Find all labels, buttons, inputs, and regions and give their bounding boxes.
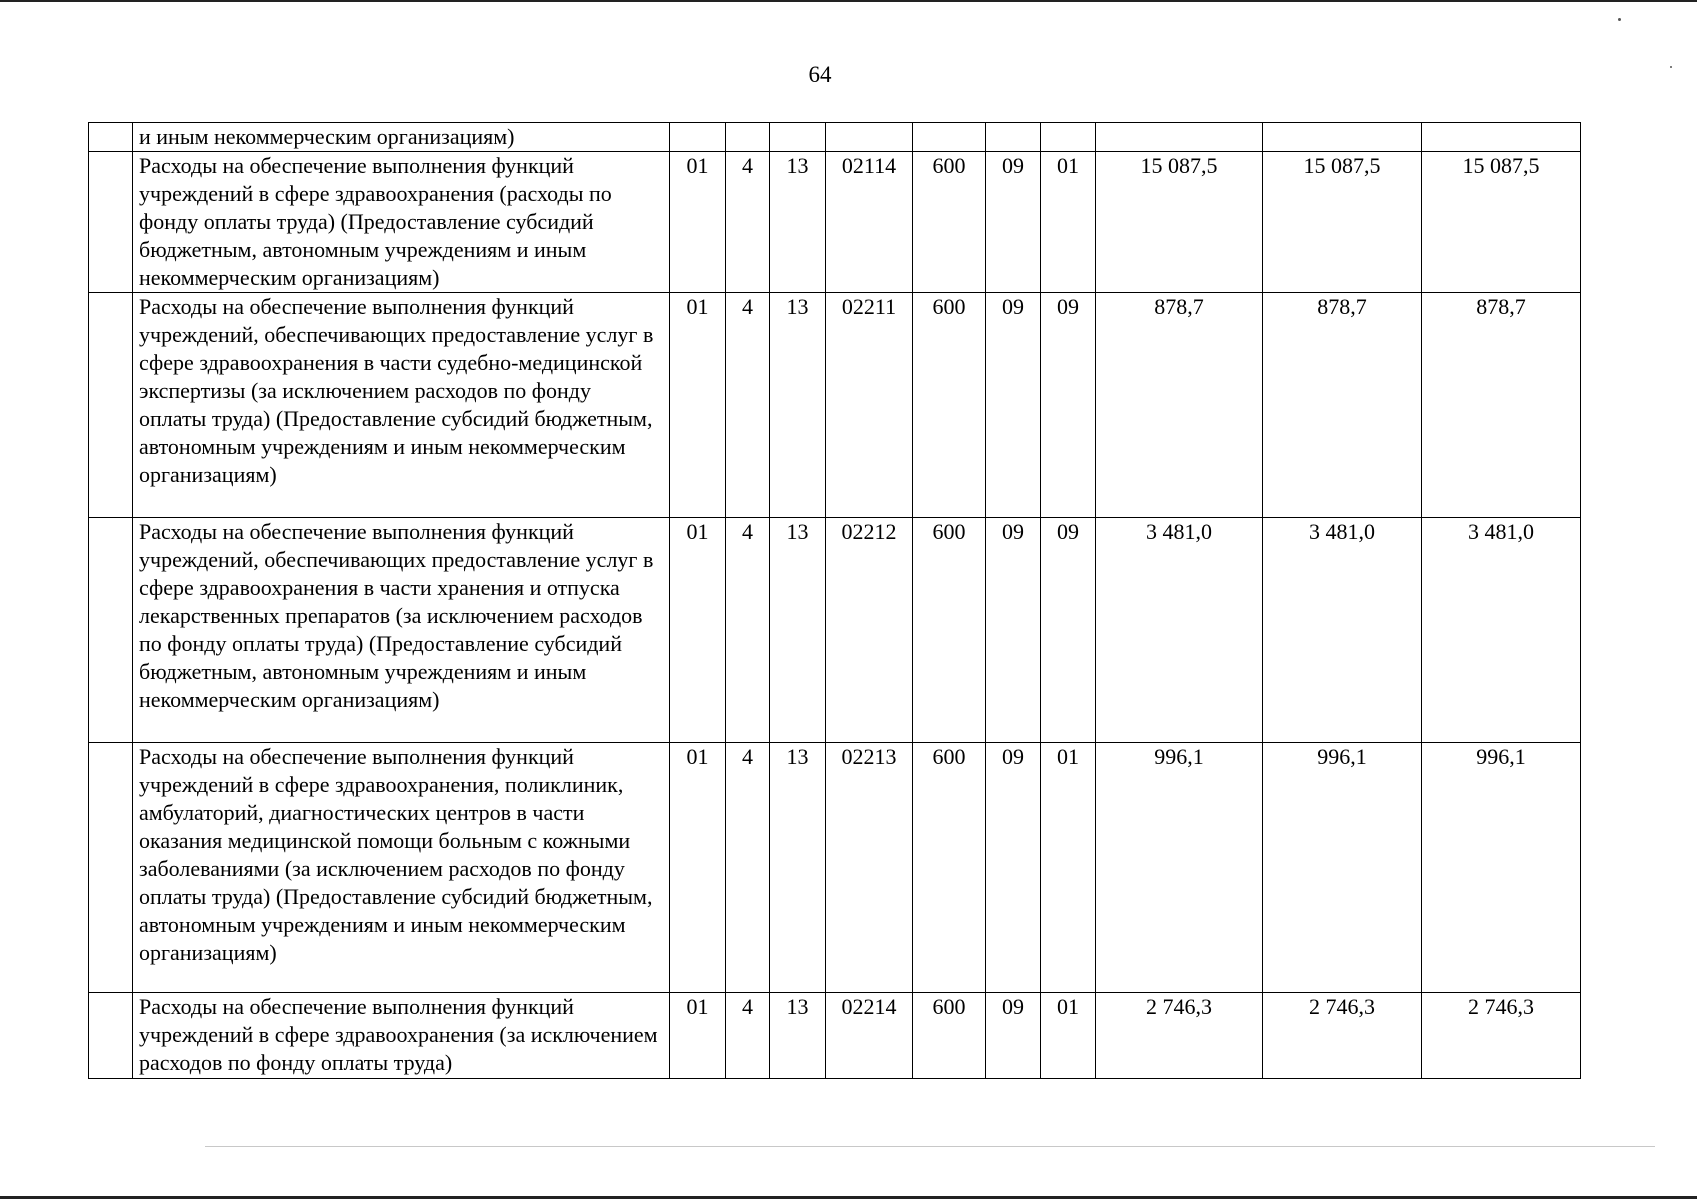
section-code-cell: [726, 123, 770, 152]
target-article-code-cell: 02211: [826, 293, 913, 518]
amount-year-2-cell: 878,7: [1263, 293, 1422, 518]
scan-speck: [1670, 66, 1672, 68]
scan-speck: [1618, 18, 1621, 21]
table-row: [89, 293, 1581, 518]
expense-type-code-cell: 600: [913, 743, 986, 993]
expense-type-code-cell: 600: [913, 152, 986, 293]
section-code2-cell: [986, 123, 1041, 152]
expense-type-code-cell: [913, 123, 986, 152]
chapter-code-cell: 01: [670, 743, 726, 993]
row-number-cell: [89, 743, 133, 993]
table-row: [89, 518, 1581, 743]
chapter-code-cell: 01: [670, 518, 726, 743]
amount-year-2-cell: 15 087,5: [1263, 152, 1422, 293]
subsection-code-cell: 13: [770, 293, 826, 518]
amount-year-1-cell: 878,7: [1096, 293, 1263, 518]
budget-table: [88, 122, 1581, 1079]
table-row: [89, 993, 1581, 1079]
amount-year-1-cell: 2 746,3: [1096, 993, 1263, 1079]
expense-type-code-cell: 600: [913, 293, 986, 518]
row-number-cell: [89, 993, 133, 1079]
subsection-code-cell: 13: [770, 152, 826, 293]
table-row: [89, 743, 1581, 993]
section-code2-cell: 09: [986, 993, 1041, 1079]
amount-year-1-cell: 3 481,0: [1096, 518, 1263, 743]
amount-year-2-cell: 996,1: [1263, 743, 1422, 993]
expense-description-cell: и иным некоммерческим организациям): [133, 123, 670, 152]
amount-year-1-cell: 15 087,5: [1096, 152, 1263, 293]
section-code-cell: 4: [726, 152, 770, 293]
chapter-code-cell: 01: [670, 993, 726, 1079]
section-code2-cell: 09: [986, 743, 1041, 993]
amount-year-1-cell: 996,1: [1096, 743, 1263, 993]
section-code2-cell: 09: [986, 293, 1041, 518]
subsection-code2-cell: 09: [1041, 518, 1096, 743]
subsection-code2-cell: 01: [1041, 152, 1096, 293]
amount-year-2-cell: 3 481,0: [1263, 518, 1422, 743]
target-article-code-cell: 02212: [826, 518, 913, 743]
page-number: 64: [808, 62, 832, 87]
subsection-code-cell: 13: [770, 993, 826, 1079]
target-article-code-cell: 02114: [826, 152, 913, 293]
subsection-code2-cell: 01: [1041, 743, 1096, 993]
amount-year-3-cell: 3 481,0: [1422, 518, 1581, 743]
amount-year-3-cell: 878,7: [1422, 293, 1581, 518]
section-code-cell: 4: [726, 743, 770, 993]
amount-year-3-cell: [1422, 123, 1581, 152]
expense-type-code-cell: 600: [913, 993, 986, 1079]
chapter-code-cell: 01: [670, 152, 726, 293]
expense-description-cell: Расходы на обеспечение выполнения функций учреждений в сфере здравоохранения (за исключением расходов по фонду оплаты труда): [133, 993, 670, 1079]
row-number-cell: [89, 152, 133, 293]
subsection-code-cell: 13: [770, 743, 826, 993]
target-article-code-cell: 02214: [826, 993, 913, 1079]
amount-year-2-cell: [1263, 123, 1422, 152]
subsection-code-cell: 13: [770, 518, 826, 743]
section-code2-cell: 09: [986, 152, 1041, 293]
amount-year-3-cell: 2 746,3: [1422, 993, 1581, 1079]
chapter-code-cell: 01: [670, 293, 726, 518]
row-number-cell: [89, 293, 133, 518]
row-number-cell: [89, 123, 133, 152]
bottom-border-rule: [0, 1196, 1697, 1199]
subsection-code-cell: [770, 123, 826, 152]
amount-year-2-cell: 2 746,3: [1263, 993, 1422, 1079]
subsection-code2-cell: [1041, 123, 1096, 152]
scan-faint-line: [205, 1146, 1655, 1147]
expense-description-cell: Расходы на обеспечение выполнения функций учреждений в сфере здравоохранения (расходы по фонду оплаты труда) (Предоставление субсидий бюджетным, автономным учреждениям и иным некоммерческим организациям): [133, 152, 670, 293]
expense-description-cell: Расходы на обеспечение выполнения функций учреждений, обеспечивающих предоставление услуг в сфере здравоохранения в части хранения и отпуска лекарственных препаратов (за исключением расходов по фонду оплаты труда) (Предоставление субсидий бюджетным, автономным учреждениям и иным некоммерческим организациям): [133, 518, 670, 743]
expense-description-cell: Расходы на обеспечение выполнения функций учреждений, обеспечивающих предоставление услуг в сфере здравоохранения в части судебно-медицинской экспертизы (за исключением расходов по фонду оплаты труда) (Предоставление субсидий бюджетным, автономным учреждениям и иным некоммерческим организациям): [133, 293, 670, 518]
section-code-cell: 4: [726, 993, 770, 1079]
table-row: [89, 123, 1581, 152]
amount-year-3-cell: 996,1: [1422, 743, 1581, 993]
section-code-cell: 4: [726, 518, 770, 743]
row-number-cell: [89, 518, 133, 743]
expense-description-cell: Расходы на обеспечение выполнения функций учреждений в сфере здравоохранения, поликлиник, амбулаторий, диагностических центров в части оказания медицинской помощи больным с кожными заболеваниями (за исключением расходов по фонду оплаты труда) (Предоставление субсидий бюджетным, автономным учреждениям и иным некоммерческим организациям): [133, 743, 670, 993]
subsection-code2-cell: 01: [1041, 993, 1096, 1079]
target-article-code-cell: [826, 123, 913, 152]
section-code2-cell: 09: [986, 518, 1041, 743]
expense-type-code-cell: 600: [913, 518, 986, 743]
table-row: [89, 152, 1581, 293]
chapter-code-cell: [670, 123, 726, 152]
amount-year-3-cell: 15 087,5: [1422, 152, 1581, 293]
target-article-code-cell: 02213: [826, 743, 913, 993]
amount-year-1-cell: [1096, 123, 1263, 152]
top-border-rule: [0, 0, 1697, 2]
subsection-code2-cell: 09: [1041, 293, 1096, 518]
section-code-cell: 4: [726, 293, 770, 518]
